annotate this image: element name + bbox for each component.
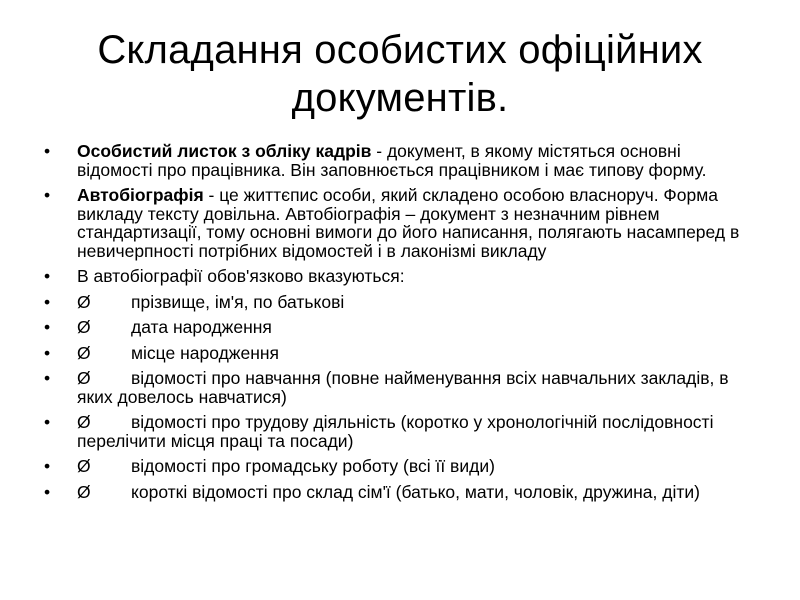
term-personal-record: Особистий листок з обліку кадрів — [77, 141, 372, 161]
family-text: короткі відомості про склад сім'ї (батько, мати, чоловік, дружина, діти) — [131, 481, 700, 502]
bullet-icon: • — [44, 368, 51, 388]
list-item-birth-place — [40, 344, 752, 363]
bullet-icon: • — [44, 412, 51, 432]
bullet-list — [40, 142, 752, 508]
list-item-birth-date — [40, 318, 752, 337]
bullet-icon: • — [44, 185, 51, 205]
arrow-icon: Ø — [77, 317, 91, 337]
slide-title: Складання особистих офіційних документів. — [97, 28, 703, 120]
arrow-icon: Ø — [77, 412, 91, 432]
birth-date-text: дата народження — [131, 317, 272, 337]
list-item-public-work — [40, 457, 752, 476]
list-item-required-info — [40, 267, 752, 286]
bullet-icon: • — [44, 317, 51, 337]
definition-autobiography: - це життєпис особи, який складено особою власноруч. Форма викладу тексту довільна. Автобіографія – документ з незначним рівнем стандартизації, тому основні вимоги до його написання, полягають насамперед в невичерпності потрібних відомостей і в лаконізмі викладу — [77, 185, 740, 261]
bullet-icon: • — [44, 291, 51, 312]
list-item-family — [40, 483, 752, 502]
full-name-text: прізвище, ім'я, по батькові — [131, 291, 345, 312]
bullet-icon: • — [44, 141, 51, 161]
list-item-personal-record — [40, 142, 752, 179]
list-item-autobiography — [40, 186, 752, 260]
required-info-text: В автобіографії обов'язково вказуються: — [77, 266, 405, 286]
arrow-icon: Ø — [77, 291, 91, 312]
bullet-icon: • — [44, 481, 51, 502]
term-autobiography: Автобіографія — [77, 185, 204, 205]
arrow-icon: Ø — [77, 342, 91, 363]
arrow-icon: Ø — [77, 481, 91, 502]
work-history-text: відомості про трудову діяльність (коротко у хронологічній послідовності перелічити місця праці та посади) — [77, 412, 714, 451]
bullet-icon: • — [44, 266, 51, 286]
public-work-text: відомості про громадську роботу (всі її види) — [131, 456, 495, 476]
list-item-full-name — [40, 293, 752, 312]
list-item-work-history — [40, 413, 752, 450]
definition-personal-record: - документ, в якому містяться основні відомості про працівника. Він заповнюється працівником і має типову форму. — [77, 141, 707, 180]
bullet-icon: • — [44, 342, 51, 363]
arrow-icon: Ø — [77, 456, 91, 476]
birth-place-text: місце народження — [131, 342, 280, 363]
bullet-icon: • — [44, 456, 51, 476]
education-text: відомості про навчання (повне найменування всіх навчальних закладів, в яких довелось навчатися) — [77, 368, 729, 407]
arrow-icon: Ø — [77, 368, 91, 388]
list-item-education — [40, 369, 752, 406]
